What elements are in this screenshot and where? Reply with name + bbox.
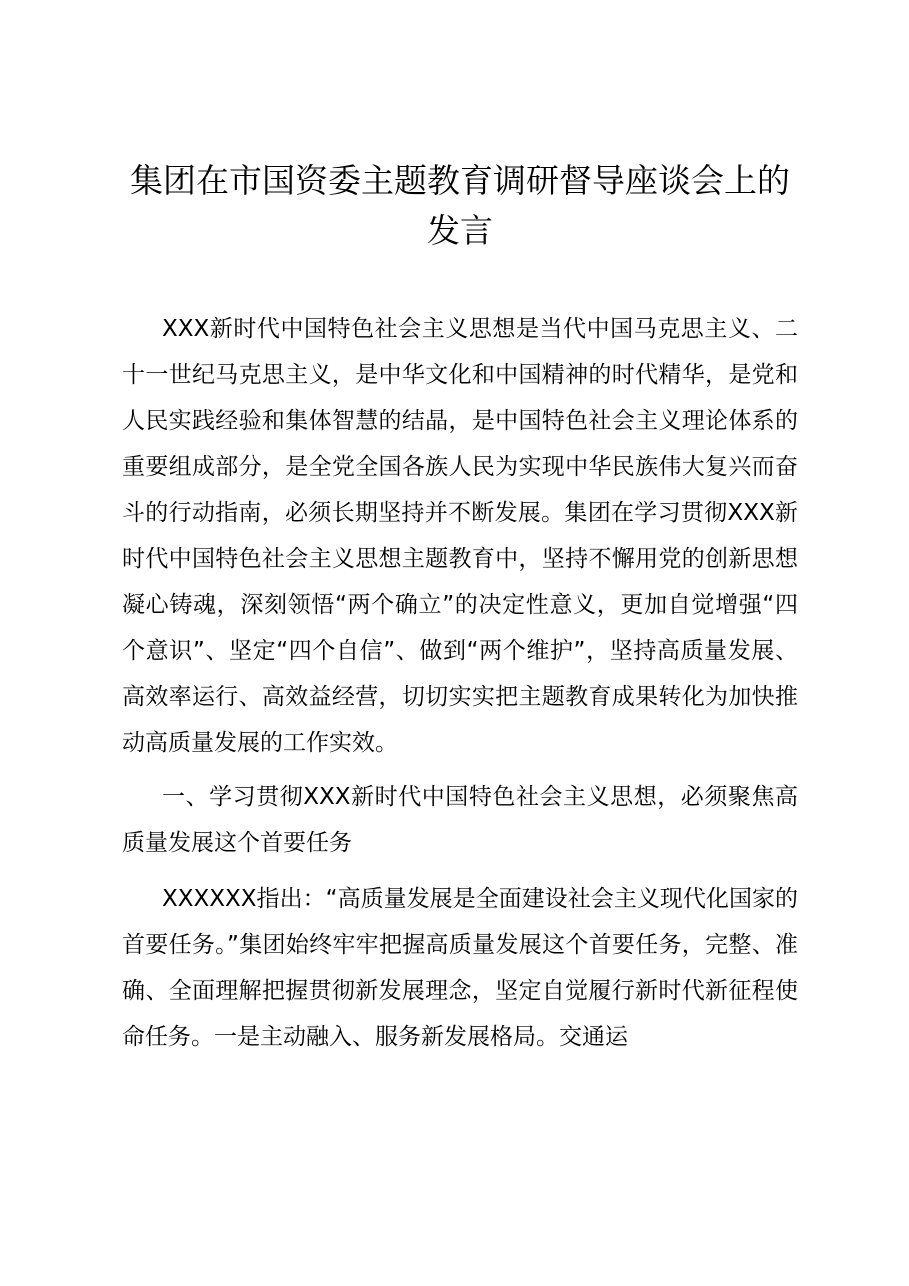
section-heading: 一、学习贯彻XXX新时代中国特色社会主义思想，必须聚焦高质量发展这个首要任务 [122, 784, 798, 856]
body-paragraph: XXXXXX指出：“高质量发展是全面建设社会主义现代化国家的首要任务。”集团始终牢牢把握高质量发展这个首要任务，完整、准确、全面理解把握贯彻新发展理念，坚定自觉履行新时代新征程使命任务。一是主动融入、服务新发展格局。交通运 [122, 886, 798, 1050]
document-body [122, 306, 798, 1068]
document-title: 集团在市国资委主题教育调研督导座谈会上的发言 [130, 161, 790, 250]
body-paragraph: XXX新时代中国特色社会主义思想是当代中国马克思主义、二十一世纪马克思主义，是中华文化和中国精神的时代精华，是党和人民实践经验和集体智慧的结晶，是中国特色社会主义理论体系的重要组成部分，是全党全国各族人民为实现中华民族伟大复兴而奋斗的行动指南，必须长期坚持并不断发展。集团在学习贯彻XXX新时代中国特色社会主义思想主题教育中，坚持不懈用党的创新思想凝心铸魂，深刻领悟“两个确立”的决定性意义，更加自觉增强“四个意识”、坚定“四个自信”、做到“两个维护”，坚持高质量发展、高效率运行、高效益经营，切切实实把主题教育成果转化为加快推动高质量发展的工作实效。 [122, 316, 798, 756]
